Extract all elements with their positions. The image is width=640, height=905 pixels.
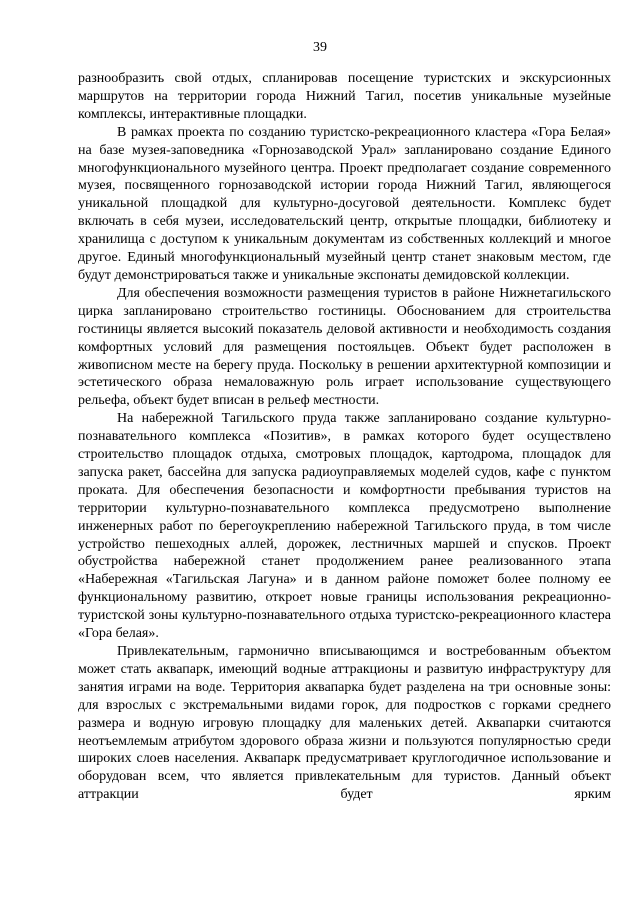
paragraph-pozitiv-complex: На набережной Тагильского пруда также запланировано создание культурно-познавательного комплекса «Позитив», в рамках которого будет осуществлено строительство площадок отдыха, смотровых площадок, картодрома, площадок для запуска ракет, бассейна для запуска радиоуправляемых моделей судов, кафе с пунктом проката. Для обеспечения безопасности и комфортности пребывания туристов на территории культурно-познавательного комплекса предусмотрено выполнение инженерных работ по берегоукреплению набережной Тагильского пруда, в том числе устройство пешеходных аллей, дорожек, лестничных маршей и спусков. Проект обустройства набережной станет продолжением ранее реализованного этапа «Набережная «Тагильская Лагуна» и в данном районе поможет более полному ее функциональному развитию, откроет новые границы использования рекреационно-туристской зоны культурно-познавательного отдыха туристско-рекреационного кластера «Гора белая». <box>78 411 611 642</box>
paragraph-aquapark: Привлекательным, гармонично вписывающимся и востребованным объектом может стать аквапарк, имеющий водные аттракционы и развитую инфраструктуру для занятия играми на воде. Территория аквапарка будет разделена на три основные зоны: для взрослых с экстремальными видами горок, для подростков с горками среднего размера и водную игровую площадку для маленьких детей. Аквапарки считаются неотъемлемым атрибутом здорового образа жизни и пользуются популярностью среди широких слоев населения. Аквапарк предусматривает круглогодичное использование и оборудован всем, что является привлекательным для туристов. Данный объект аттракции будет ярким <box>78 644 611 803</box>
paragraph-continuation: разнообразить свой отдых, спланировав посещение туристских и экскурсионных маршрутов на территории города Нижний Тагил, посетив уникальные музейные комплексы, интерактивные площадки. <box>78 71 611 122</box>
paragraph-hotel: Для обеспечения возможности размещения туристов в районе Нижнетагильского цирка запланировано строительство гостиницы. Обоснованием для строительства гостиницы является высокий показатель деловой активности и необходимость создания комфортных условий для размещения постояльцев. Объект будет расположен в живописном месте на берегу пруда. Поскольку в решении архитектурной композиции и эстетического образа немаловажную роль играет использование существующего рельефа, объект будет вписан в рельеф местности. <box>78 285 611 409</box>
page-body <box>78 70 611 804</box>
page-number: 39 <box>313 40 327 55</box>
paragraph-museum-center: В рамках проекта по созданию туристско-рекреационного кластера «Гора Белая» на базе музея-заповедника «Горнозаводской Урал» запланировано создание Единого многофункционального музейного центра. Проект предполагает создание современного музея, посвященного горнозаводской истории города Нижний Тагил, являющегося уникальной площадкой для культурно-досуговой деятельности. Комплекс будет включать в себя музеи, исследовательский центр, открытые площадки, библиотеку и хранилища с доступом к уникальным документам из собственных коллекций и многое другое. Единый многофункциональный музейный центр станет знаковым местом, где будут демонстрироваться также и уникальные экспонаты демидовской коллекции. <box>78 124 611 283</box>
